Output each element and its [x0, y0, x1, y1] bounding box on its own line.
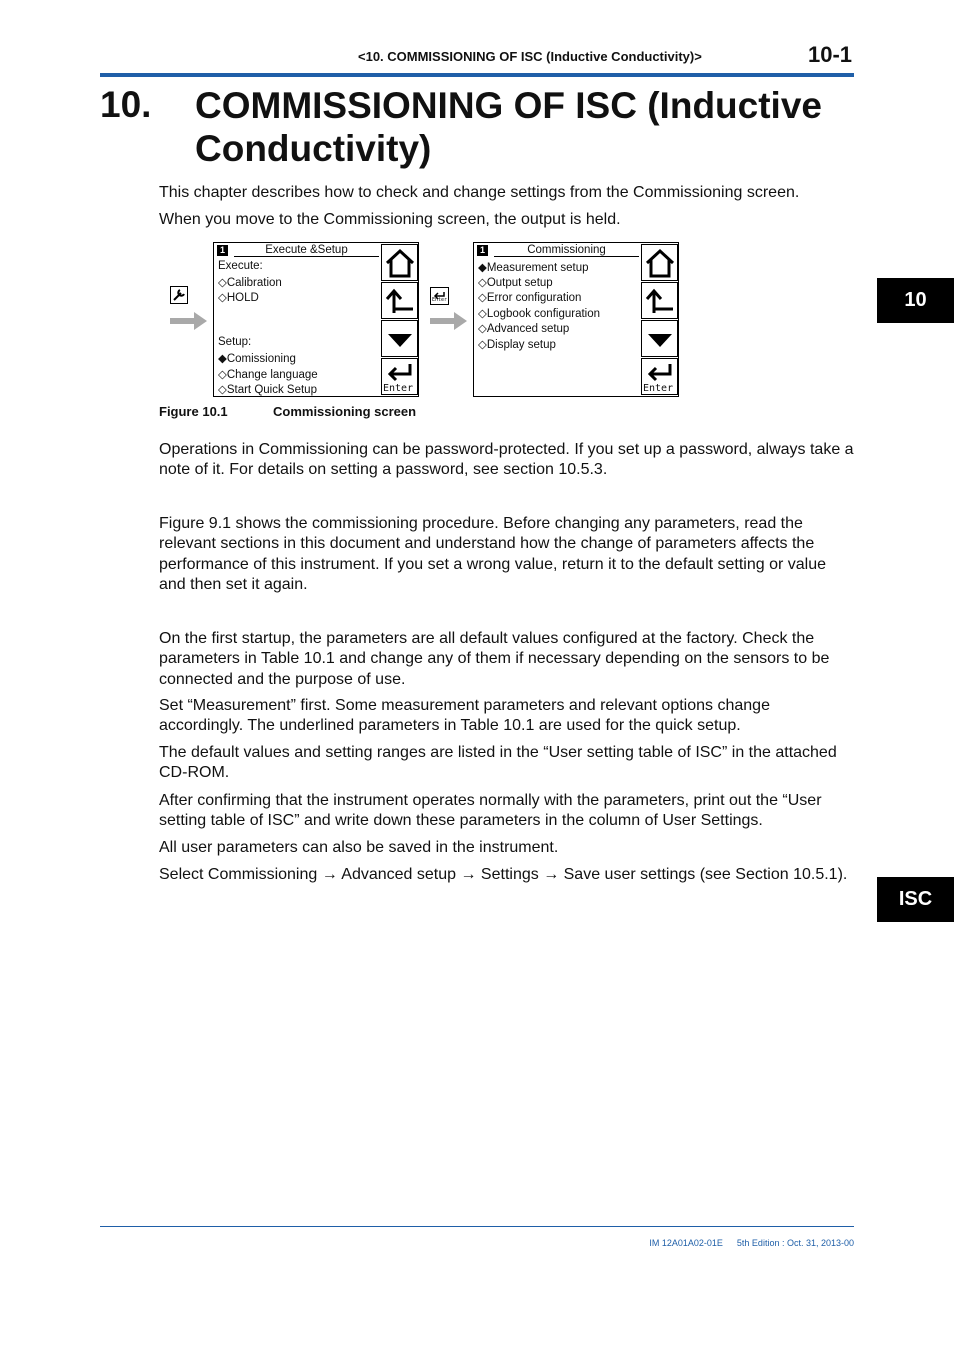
home-button[interactable] [641, 244, 678, 281]
screen-execute-setup [213, 242, 419, 397]
body-paragraph: Select Commissioning → Advanced setup → Settings → Save user settings (see Section 10.5.1). [159, 866, 848, 883]
intro-paragraph: When you move to the Commissioning screen, the output is held. [159, 211, 621, 228]
down-button[interactable] [381, 320, 418, 357]
screen-badge: 1 [217, 245, 228, 256]
back-icon [642, 283, 678, 319]
footer-edition: 5th Edition : Oct. 31, 2013-00 [736, 1238, 854, 1248]
screen-menu-item[interactable]: ◇Display setup [478, 339, 556, 351]
figure-title: Commissioning screen [273, 404, 417, 419]
down-button[interactable] [641, 320, 678, 357]
back-button[interactable] [381, 282, 418, 319]
body-paragraph: All user parameters can also be saved in the instrument. [159, 839, 559, 856]
screen-menu-item[interactable]: ◇Start Quick Setup [218, 384, 317, 396]
wrench-icon [170, 286, 188, 304]
arrow-right-icon [170, 311, 208, 336]
down-arrow-icon [382, 321, 418, 357]
enter-label: Enter [383, 383, 414, 394]
chapter-number: 10. [100, 84, 152, 125]
screen-title: Commissioning [494, 244, 639, 257]
screen-badge: 1 [477, 245, 488, 256]
section-tab[interactable]: ISC [877, 877, 954, 922]
body-paragraph: After confirming that the instrument operates normally with the parameters, print out the “User setting table of ISC” and write down these parameters in the column of User Settings. [159, 792, 822, 830]
screen-title: Execute &Setup [234, 244, 379, 257]
body-paragraph: On the first startup, the parameters are all default values configured at the factory. Check the parameters in Table 10.1 and change any of them if necessary depending on the sensors to be connected and the purpose of use. [159, 630, 830, 688]
arrow-right-icon [430, 311, 468, 336]
screen-line: Execute: [218, 260, 263, 272]
home-button[interactable] [381, 244, 418, 281]
page-number: 10-1 [808, 42, 853, 67]
screen-line: Setup: [218, 336, 252, 348]
footer-rule [100, 1226, 854, 1227]
screen-menu-item[interactable]: ◇Calibration [218, 277, 282, 289]
back-icon [382, 283, 418, 319]
enter-button[interactable] [381, 358, 418, 395]
running-header: <10. COMMISSIONING OF ISC (Inductive Conductivity)> [358, 49, 702, 64]
body-paragraph: Set “Measurement” first. Some measurement parameters and relevant options change accordingly. The underlined parameters in Table 10.1 are used for the quick setup. [159, 697, 770, 735]
enter-icon [642, 359, 678, 385]
enter-button[interactable] [641, 358, 678, 395]
body-paragraph: The default values and setting ranges are listed in the “User setting table of ISC” in the attached CD-ROM. [159, 744, 837, 782]
screen-menu-item[interactable]: ◆Comissioning [218, 353, 296, 365]
screen-menu-item[interactable]: ◇Error configuration [478, 292, 582, 304]
chapter-title: COMMISSIONING OF ISC (Inductive Conductivity) [195, 85, 822, 169]
screen-menu-item[interactable]: ◆Measurement setup [478, 262, 589, 274]
home-icon [642, 245, 678, 281]
screen-menu-item[interactable]: ◇HOLD [218, 292, 259, 304]
enter-small-label: Enter [432, 297, 448, 303]
screen-menu-item[interactable]: ◇Advanced setup [478, 323, 570, 335]
footer-doc-id: IM 12A01A02-01E [649, 1238, 723, 1248]
enter-label: Enter [643, 383, 674, 394]
footer [649, 1238, 854, 1248]
figure-label: Figure 10.1 [159, 404, 228, 419]
screen-menu-item[interactable]: ◇Change language [218, 369, 318, 381]
home-icon [382, 245, 418, 281]
screen-menu-item[interactable]: ◇Logbook configuration [478, 308, 601, 320]
intro-paragraph: This chapter describes how to check and change settings from the Commissioning screen. [159, 184, 800, 201]
header-rule [100, 73, 854, 77]
down-arrow-icon [642, 321, 678, 357]
enter-small-icon [430, 287, 449, 305]
screen-menu-item[interactable]: ◇Output setup [478, 277, 553, 289]
screen-commissioning [473, 242, 679, 397]
body-paragraph: Operations in Commissioning can be password-protected. If you set up a password, always take a note of it. For details on setting a password, see section 10.5.3. [159, 441, 854, 479]
enter-icon [382, 359, 418, 385]
back-button[interactable] [641, 282, 678, 319]
chapter-tab[interactable]: 10 [877, 278, 954, 323]
body-paragraph: Figure 9.1 shows the commissioning procedure. Before changing any parameters, read the relevant sections in this document and understand how the change of parameters affects the performance of this instrument. If you set a wrong value, return it to the default setting or value and then set it again. [159, 515, 827, 593]
